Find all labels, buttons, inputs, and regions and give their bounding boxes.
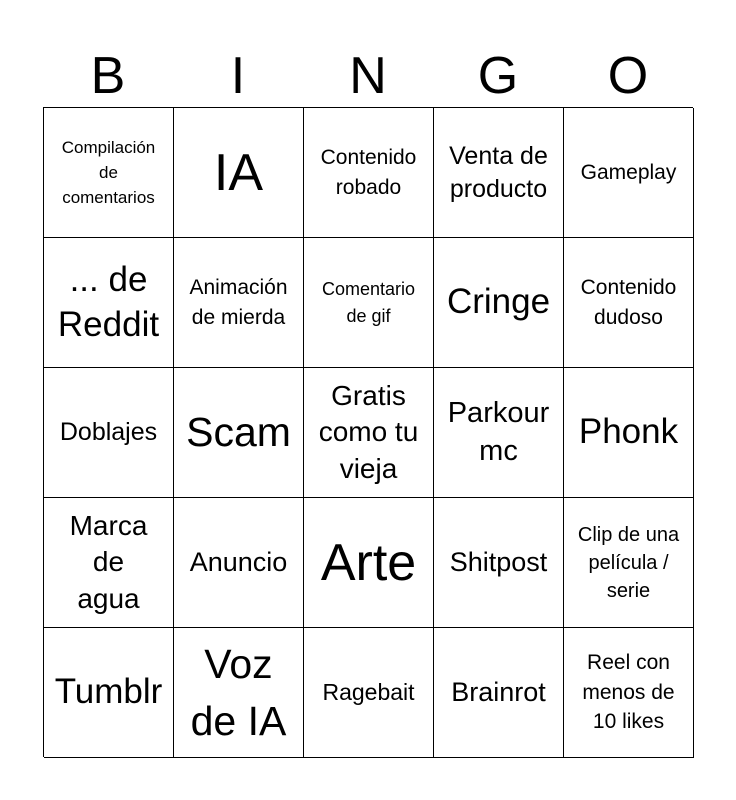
bingo-cell-r4c5[interactable] bbox=[564, 498, 694, 628]
bingo-cell-label: Marca de agua bbox=[69, 509, 148, 614]
bingo-cell-r2c5[interactable] bbox=[564, 238, 694, 368]
bingo-board bbox=[43, 107, 693, 757]
bingo-cell-r1c2[interactable] bbox=[174, 108, 304, 238]
bingo-cell-r1c3[interactable] bbox=[304, 108, 434, 238]
bingo-cell-r1c1[interactable] bbox=[44, 108, 174, 238]
bingo-cell-label: IA bbox=[213, 143, 264, 202]
bingo-cell-r3c1[interactable] bbox=[44, 368, 174, 498]
bingo-cell-label: ... de Reddit bbox=[57, 260, 160, 344]
bingo-cell-label: Scam bbox=[186, 409, 291, 456]
bingo-cell-r4c3[interactable] bbox=[304, 498, 434, 628]
bingo-cell-label: Ragebait bbox=[322, 679, 415, 706]
bingo-cell-label: Shitpost bbox=[449, 546, 548, 577]
header-letter-i: I bbox=[230, 47, 246, 105]
bingo-cell-label: Doblajes bbox=[59, 418, 158, 446]
bingo-cell-r4c2[interactable] bbox=[174, 498, 304, 628]
bingo-cell-label: Parkour mc bbox=[447, 396, 550, 467]
bingo-cell-r5c1[interactable] bbox=[44, 628, 174, 758]
bingo-cell-r5c5[interactable] bbox=[564, 628, 694, 758]
bingo-cell-label: Compilación de comentarios bbox=[61, 137, 156, 208]
bingo-cell-r1c4[interactable] bbox=[434, 108, 564, 238]
bingo-cell-r2c2[interactable] bbox=[174, 238, 304, 368]
bingo-cell-r5c2[interactable] bbox=[174, 628, 304, 758]
bingo-cell-r3c3[interactable] bbox=[304, 368, 434, 498]
bingo-cell-label: Gratis como tu vieja bbox=[318, 379, 419, 484]
bingo-cell-label: Clip de una película / serie bbox=[577, 523, 680, 602]
bingo-header bbox=[43, 46, 693, 106]
bingo-cell-r4c4[interactable] bbox=[434, 498, 564, 628]
bingo-cell-label: Gameplay bbox=[580, 160, 677, 184]
bingo-cell-label: Contenido robado bbox=[320, 146, 417, 199]
bingo-cell-label: Tumblr bbox=[54, 672, 163, 712]
bingo-cell-label: Cringe bbox=[446, 282, 551, 322]
bingo-cell-label: Arte bbox=[320, 533, 417, 592]
bingo-cell-r3c5[interactable] bbox=[564, 368, 694, 498]
bingo-cell-label: Contenido dudoso bbox=[580, 276, 677, 329]
bingo-cell-label: Comentario de gif bbox=[321, 278, 416, 326]
bingo-cell-r2c4[interactable] bbox=[434, 238, 564, 368]
header-letter-o: O bbox=[607, 47, 649, 105]
bingo-cell-r5c3[interactable] bbox=[304, 628, 434, 758]
header-letter-b: B bbox=[90, 47, 126, 105]
bingo-cell-r2c1[interactable] bbox=[44, 238, 174, 368]
bingo-cell-label: Voz de IA bbox=[190, 640, 287, 744]
bingo-cell-r1c5[interactable] bbox=[564, 108, 694, 238]
bingo-cell-label: Venta de producto bbox=[449, 141, 548, 203]
bingo-cell-label: Animación de mierda bbox=[189, 276, 288, 329]
header-letter-n: N bbox=[349, 47, 387, 105]
bingo-cell-r3c2[interactable] bbox=[174, 368, 304, 498]
bingo-cell-r2c3[interactable] bbox=[304, 238, 434, 368]
bingo-cell-r3c4[interactable] bbox=[434, 368, 564, 498]
bingo-cell-label: Phonk bbox=[578, 412, 679, 452]
bingo-cell-label: Brainrot bbox=[451, 676, 546, 707]
bingo-cell-r4c1[interactable] bbox=[44, 498, 174, 628]
bingo-cell-r5c4[interactable] bbox=[434, 628, 564, 758]
bingo-cell-label: Anuncio bbox=[189, 546, 288, 577]
bingo-cell-label: Reel con menos de 10 likes bbox=[582, 651, 675, 734]
header-letter-g: G bbox=[477, 47, 519, 105]
